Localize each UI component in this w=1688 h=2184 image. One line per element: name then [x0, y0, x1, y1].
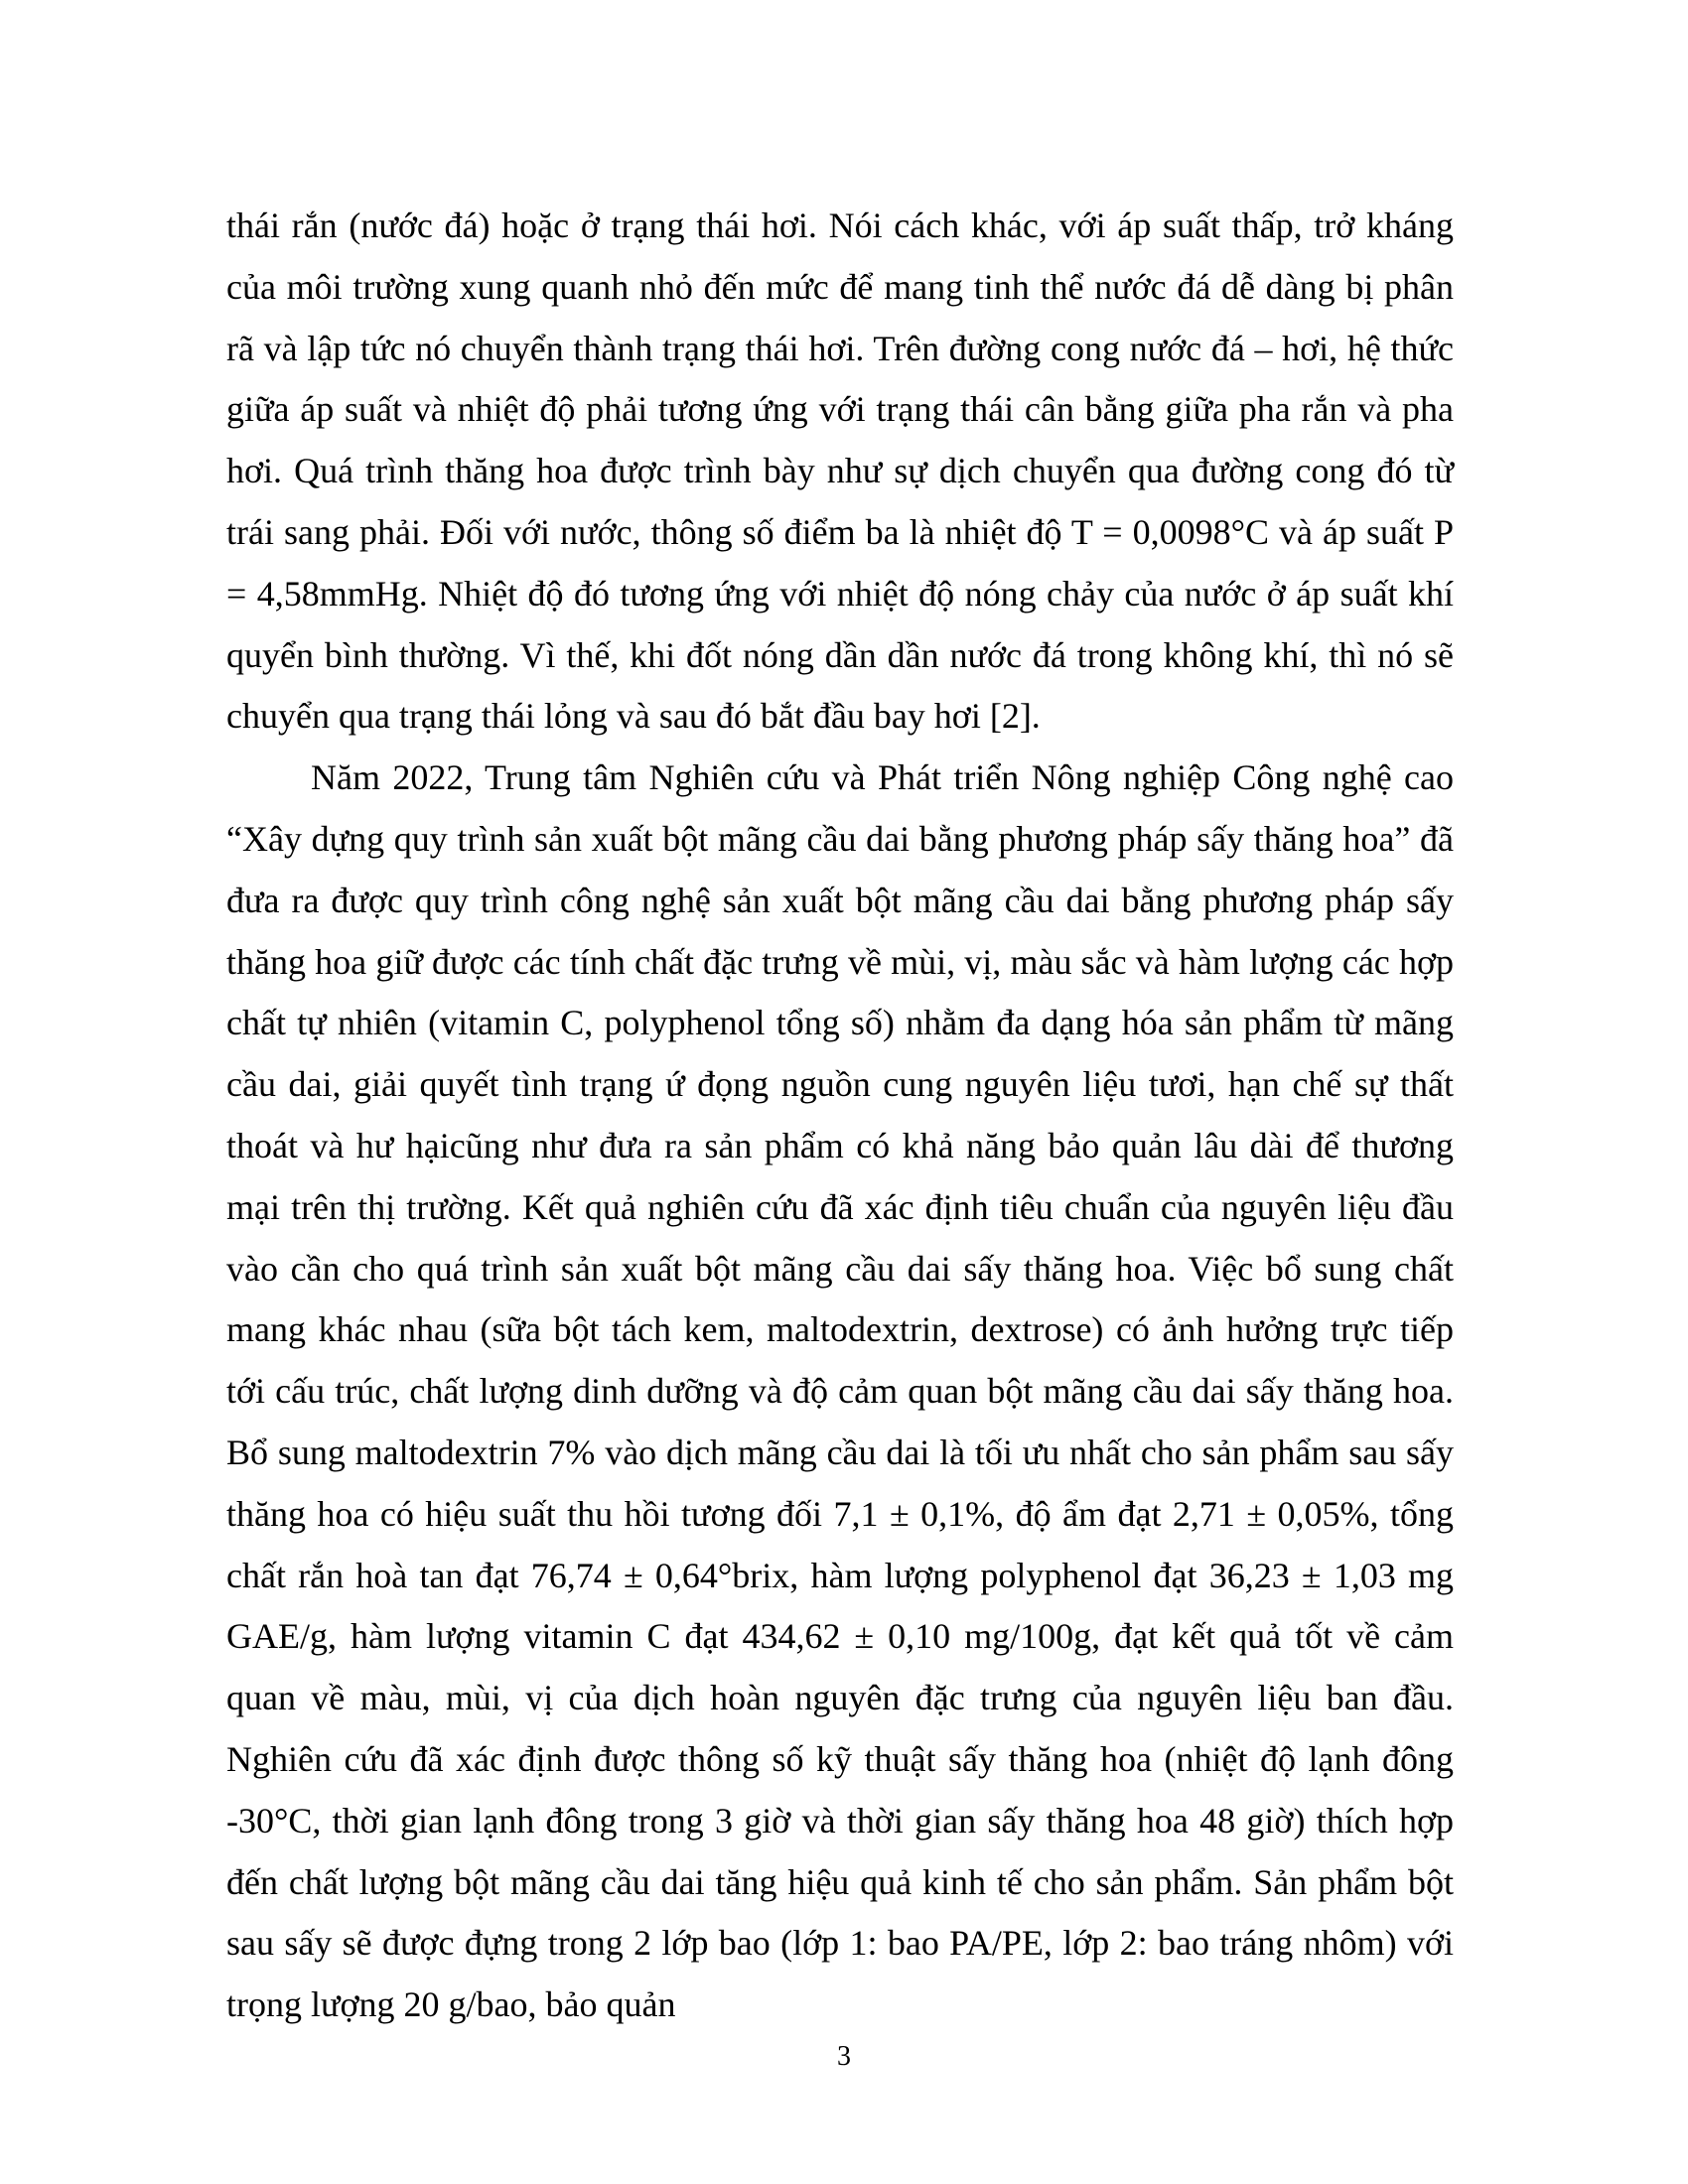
body-text	[226, 196, 1454, 2036]
page-number: 3	[837, 2041, 851, 2072]
paragraph-continuation: thái rắn (nước đá) hoặc ở trạng thái hơi. Nói cách khác, với áp suất thấp, trở kháng của môi trường xung quanh nhỏ đến mức để mang tinh thể nước đá dễ dàng bị phân rã và lập tức nó chuyển thành trạng thái hơi. Trên đường cong nước đá – hơi, hệ thức giữa áp suất và nhiệt độ phải tương ứng với trạng thái cân bằng giữa pha rắn và pha hơi. Quá trình thăng hoa được trình bày như sự dịch chuyển qua đường cong đó từ trái sang phải. Đối với nước, thông số điểm ba là nhiệt độ T = 0,0098°C và áp suất P = 4,58mmHg. Nhiệt độ đó tương ứng với nhiệt độ nóng chảy của nước ở áp suất khí quyển bình thường. Vì thế, khi đốt nóng dần dần nước đá trong không khí, thì nó sẽ chuyển qua trạng thái lỏng và sau đó bắt đầu bay hơi [2].	[226, 205, 1454, 737]
paragraph-research-summary: Năm 2022, Trung tâm Nghiên cứu và Phát triển Nông nghiệp Công nghệ cao “Xây dựng quy trình sản xuất bột mãng cầu dai bằng phương pháp sấy thăng hoa” đã đưa ra được quy trình công nghệ sản xuất bột mãng cầu dai bằng phương pháp sấy thăng hoa giữ được các tính chất đặc trưng về mùi, vị, màu sắc và hàm lượng các hợp chất tự nhiên (vitamin C, polyphenol tổng số) nhằm đa dạng hóa sản phẩm từ mãng cầu dai, giải quyết tình trạng ứ đọng nguồn cung nguyên liệu tươi, hạn chế sự thất thoát và hư hạicũng như đưa ra sản phẩm có khả năng bảo quản lâu dài để thương mại trên thị trường. Kết quả nghiên cứu đã xác định tiêu chuẩn của nguyên liệu đầu vào cần cho quá trình sản xuất bột mãng cầu dai sấy thăng hoa. Việc bổ sung chất mang khác nhau (sữa bột tách kem, maltodextrin, dextrose) có ảnh hưởng trực tiếp tới cấu trúc, chất lượng dinh dưỡng và độ cảm quan bột mãng cầu dai sấy thăng hoa. Bổ sung maltodextrin 7% vào dịch mãng cầu dai là tối ưu nhất cho sản phẩm sau sấy thăng hoa có hiệu suất thu hồi tương đối 7,1 ± 0,1%, độ ẩm đạt 2,71 ± 0,05%, tổng chất rắn hoà tan đạt 76,74 ± 0,64°brix, hàm lượng polyphenol đạt 36,23 ± 1,03 mg GAE/g, hàm lượng vitamin C đạt 434,62 ± 0,10 mg/100g, đạt kết quả tốt về cảm quan về màu, mùi, vị của dịch hoàn nguyên đặc trưng của nguyên liệu ban đầu. Nghiên cứu đã xác định được thông số kỹ thuật sấy thăng hoa (nhiệt độ lạnh đông -30°C, thời gian lạnh đông trong 3 giờ và thời gian sấy thăng hoa 48 giờ) thích hợp đến chất lượng bột mãng cầu dai tăng hiệu quả kinh tế cho sản phẩm. Sản phẩm bột sau sấy sẽ được đựng trong 2 lớp bao (lớp 1: bao PA/PE, lớp 2: bao tráng nhôm) với trọng lượng 20 g/bao, bảo quản	[226, 757, 1454, 2025]
